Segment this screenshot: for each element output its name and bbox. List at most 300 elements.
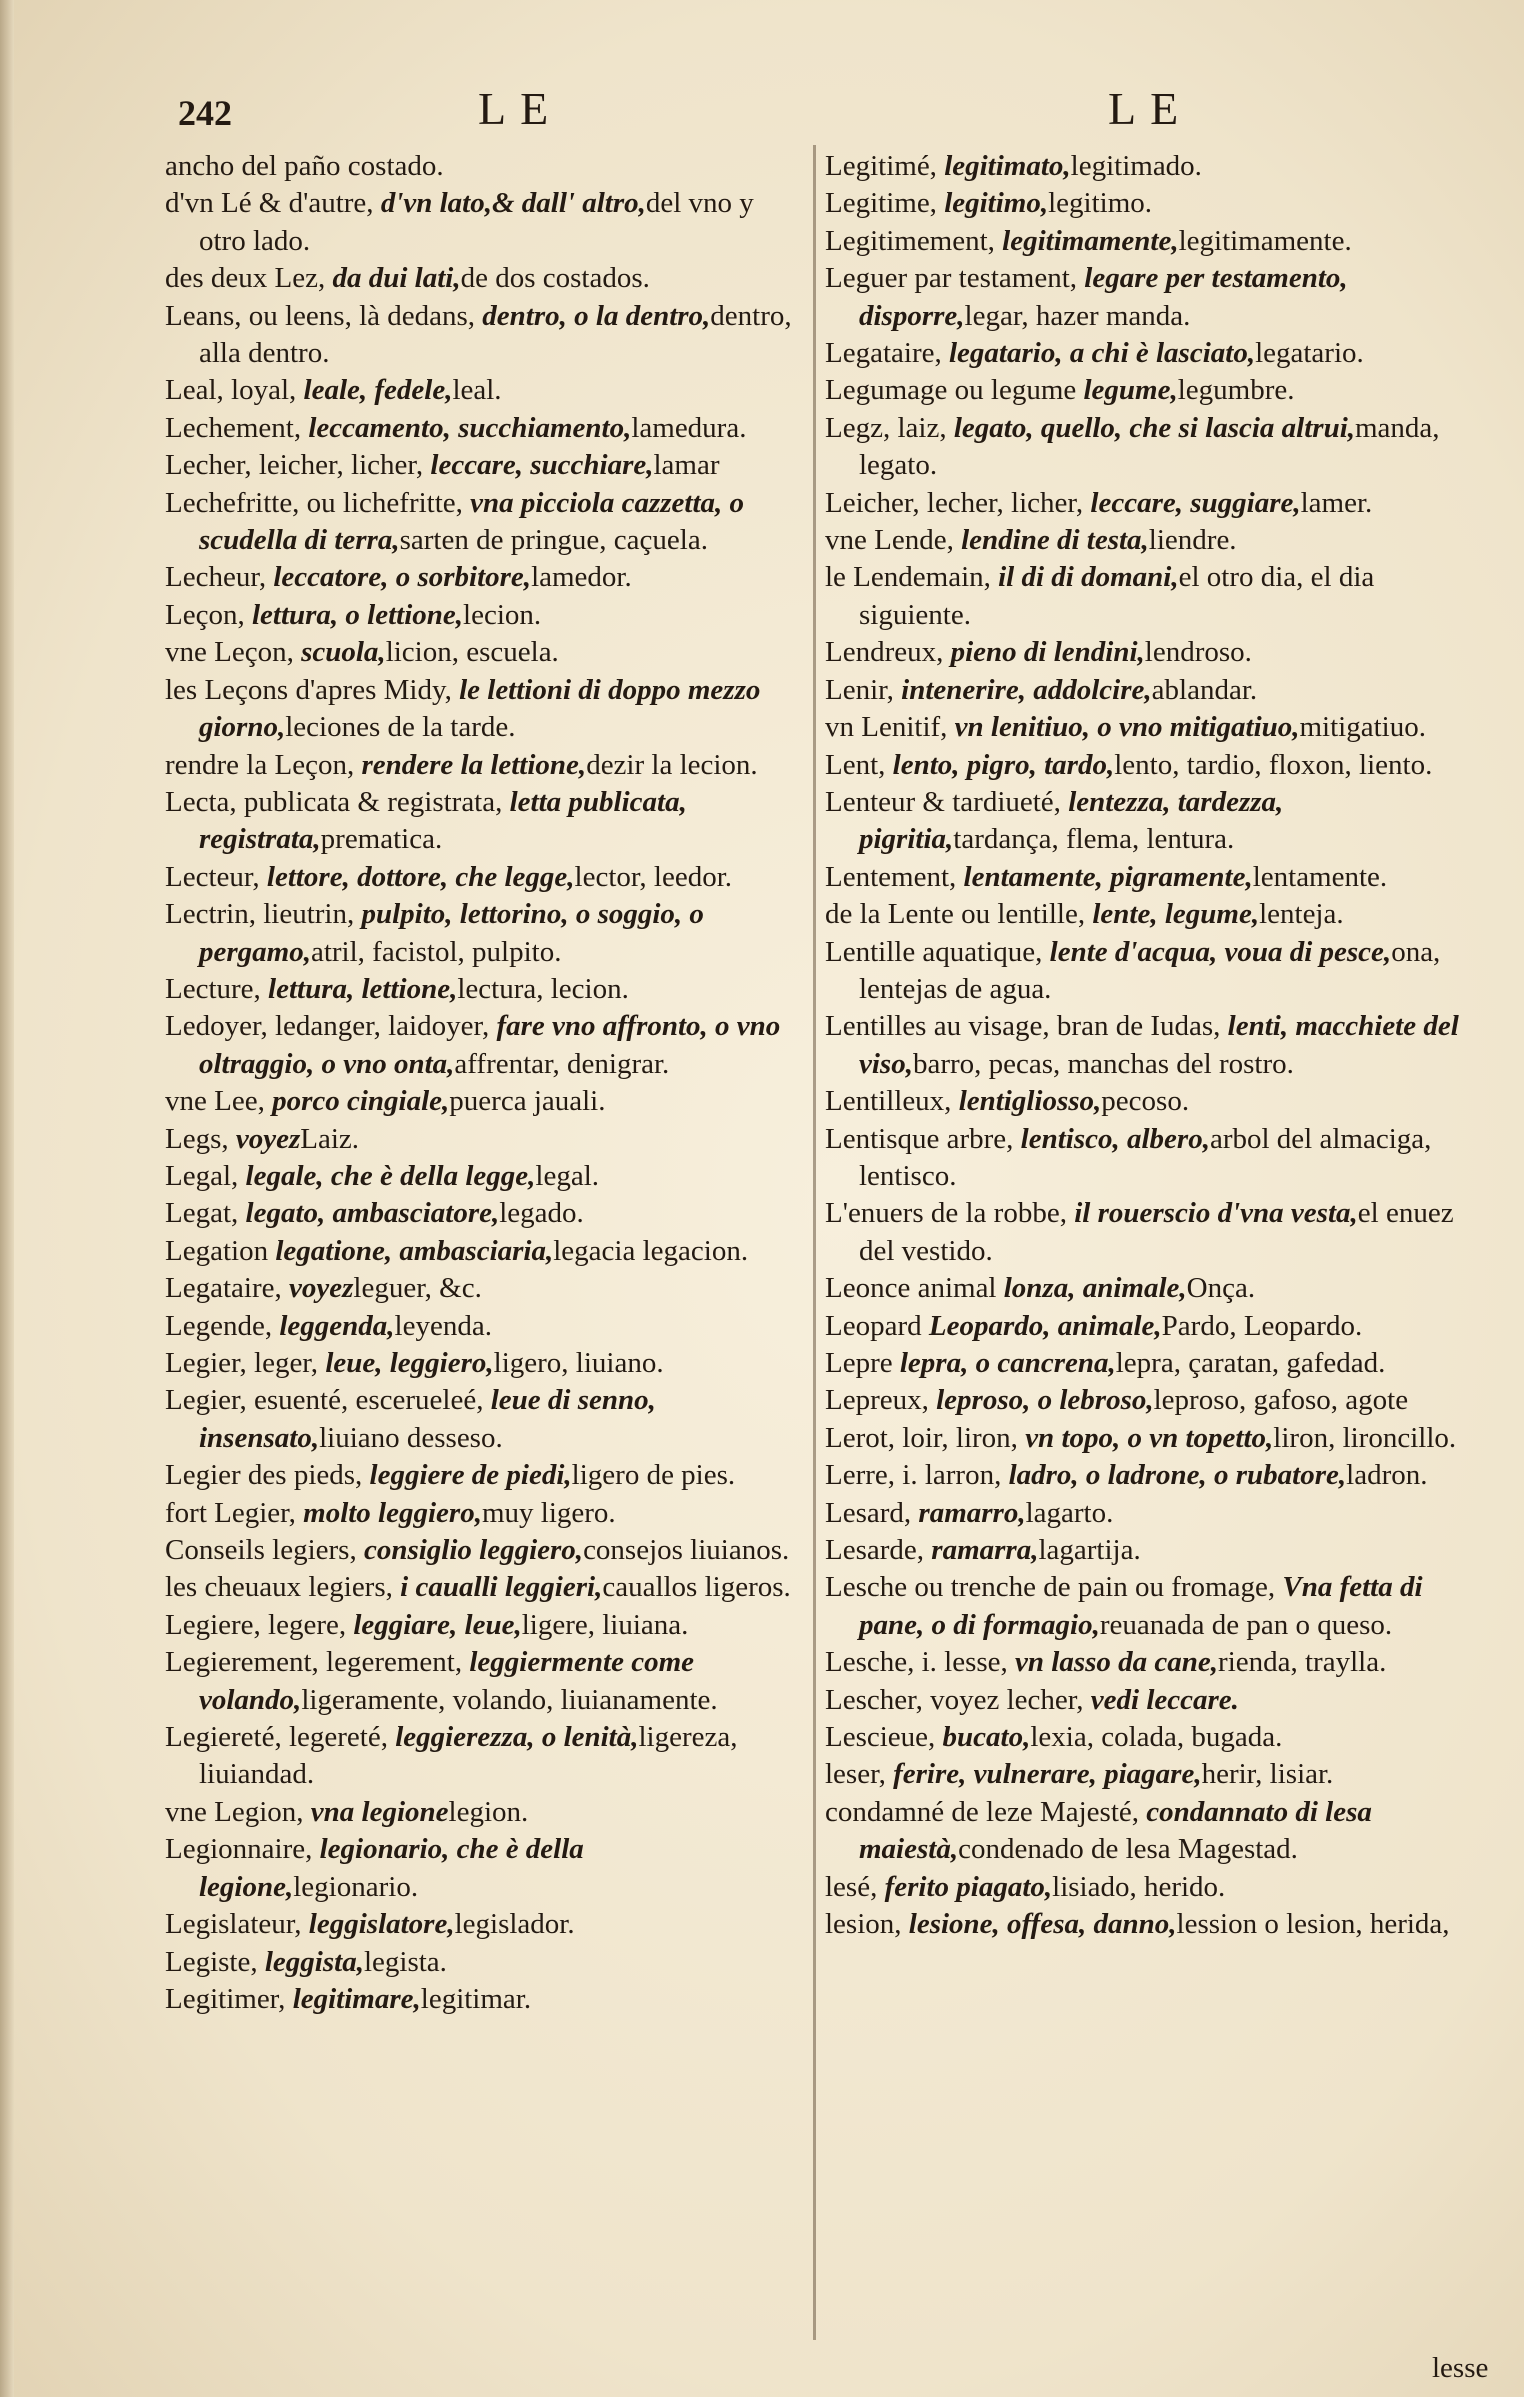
spanish-translation: del vno y otro lado. [199, 187, 754, 257]
dictionary-entry [825, 1869, 1475, 1906]
spanish-translation: leproso, gafoso, agote [1153, 1384, 1409, 1417]
spanish-translation: ablandar. [1151, 673, 1258, 706]
dictionary-entry [825, 1270, 1475, 1307]
spanish-translation: el enuez del vestido. [859, 1197, 1454, 1267]
spanish-translation: ligero de pies. [571, 1459, 736, 1492]
french-headword: Lechefritte, ou lichefritte, [165, 486, 471, 519]
spanish-translation: de dos costados. [460, 262, 650, 295]
spanish-translation: lession o lesion, herida, [1176, 1908, 1450, 1941]
dictionary-entry [825, 672, 1475, 709]
spanish-translation: reuanada de pan o queso. [1099, 1608, 1393, 1641]
dictionary-entry [165, 597, 797, 634]
spanish-translation: liendre. [1148, 524, 1237, 557]
dictionary-entry [165, 185, 797, 260]
italian-translation: leggenda, [279, 1309, 395, 1342]
french-headword: Lecteur, [165, 860, 267, 893]
dictionary-entry [825, 1195, 1475, 1270]
italian-translation: legume, [1083, 374, 1178, 407]
italian-translation: Vna fetta di pane, o di formagio, [859, 1571, 1423, 1641]
left-running-head: LE [478, 83, 563, 134]
french-headword: Lectrin, lieutrin, [165, 898, 362, 931]
italian-translation: legato, ambasciatore, [245, 1197, 500, 1230]
spanish-translation: lisiado, herido. [1052, 1870, 1226, 1903]
french-headword: fort Legier, [165, 1496, 304, 1529]
italian-translation: lettore, dottore, che legge, [266, 860, 575, 893]
french-headword: rendre la Leçon, [165, 748, 362, 781]
spanish-translation: consejos liuianos. [583, 1534, 790, 1567]
spanish-translation: manda, legato. [859, 411, 1440, 482]
dictionary-entry [165, 1906, 797, 1943]
french-headword: Lentille aquatique, [825, 935, 1050, 968]
spanish-translation: lexia, colada, bugada. [1030, 1721, 1283, 1754]
italian-translation: lettura, o lettione, [251, 598, 464, 631]
italian-translation: fare vno affronto, o vno oltraggio, o vno onta, [199, 1010, 781, 1080]
spanish-translation: barro, pecas, manchas del rostro. [912, 1047, 1294, 1080]
french-headword: Legiereté, legereté, [165, 1721, 396, 1754]
french-headword: Lecheur, [165, 561, 274, 594]
italian-translation: le lettioni di doppo mezzo giorno, [199, 673, 761, 744]
spanish-translation: atril, facistol, pulpito. [310, 935, 562, 968]
spanish-translation: ligere, liuiana. [521, 1608, 689, 1641]
dictionary-entry [825, 1308, 1475, 1345]
italian-translation: d'vn lato,& dall' altro, [380, 187, 646, 220]
spanish-translation: dezir la lecion. [586, 748, 758, 781]
dictionary-entry [165, 1345, 797, 1382]
spanish-translation: lamedura. [631, 411, 747, 444]
spanish-translation: lector, leedor. [574, 860, 733, 893]
italian-translation: dentro, o la dentro, [482, 299, 711, 332]
italian-translation: rendere la lettione, [361, 748, 587, 781]
italian-translation: il rouerscio d'vna vesta, [1074, 1197, 1358, 1230]
right-column [825, 148, 1475, 1944]
dictionary-entry [825, 1382, 1475, 1419]
spanish-translation: lamedor. [531, 561, 632, 594]
dictionary-entry [825, 260, 1475, 335]
italian-translation: lenti, macchiete del viso, [859, 1010, 1459, 1080]
french-headword: Leal, loyal, [165, 374, 304, 407]
french-headword: L'enuers de la robbe, [825, 1197, 1075, 1230]
italian-translation: lentigliosso, [958, 1085, 1102, 1118]
french-headword: Legende, [165, 1309, 280, 1342]
italian-translation: legitimare, [292, 1982, 421, 2015]
italian-translation: leggiermente come volando, [199, 1646, 695, 1716]
spanish-translation: ligeramente, volando, liuianamente. [301, 1683, 718, 1716]
french-headword: Conseils legiers, [165, 1534, 364, 1567]
italian-translation: ferire, vulnerare, piagare, [893, 1758, 1202, 1791]
italian-translation: legitimato, [944, 150, 1071, 182]
french-headword: Leonce animal [825, 1272, 1004, 1305]
spanish-translation: herir, lisiar. [1201, 1758, 1334, 1791]
dictionary-entry [825, 1906, 1475, 1943]
spanish-translation: tardança, flema, lentura. [953, 823, 1235, 856]
dictionary-entry [165, 747, 797, 784]
dictionary-entry [165, 1457, 797, 1494]
french-headword: Legiere, legere, [165, 1608, 354, 1641]
spanish-translation: ladron. [1346, 1459, 1428, 1492]
french-headword: Lesche ou trenche de pain ou fromage, [825, 1571, 1283, 1604]
italian-translation: lente, legume, [1092, 898, 1260, 931]
dictionary-entry [825, 934, 1475, 1009]
french-headword: Legier, leger, [165, 1347, 326, 1379]
french-headword: Lecture, [165, 972, 269, 1005]
spanish-translation: el otro dia, el dia siguiente. [859, 561, 1375, 631]
italian-translation: ferito piagato, [884, 1870, 1053, 1903]
dictionary-entry [165, 1644, 797, 1719]
dictionary-entry [165, 298, 797, 373]
spanish-translation: lagartija. [1038, 1534, 1141, 1567]
french-headword: Legitime, [825, 187, 945, 220]
italian-translation: leggislatore, [308, 1908, 455, 1941]
italian-translation: legitimamente, [1002, 224, 1179, 257]
italian-translation: voyez [288, 1272, 354, 1305]
dictionary-entry [825, 1719, 1475, 1756]
dictionary-entry [825, 1756, 1475, 1793]
french-headword: Leçon, [165, 598, 252, 631]
french-headword: Legiste, [165, 1945, 265, 1978]
french-headword: Legataire, [825, 337, 949, 370]
italian-translation: vn topo, o vn topetto, [1025, 1421, 1274, 1454]
spanish-translation: legionario. [293, 1870, 419, 1903]
italian-translation: Leopardo, animale, [928, 1309, 1162, 1342]
french-headword: Lesche, i. lesse, [825, 1646, 1016, 1679]
dictionary-entry [165, 1981, 797, 2018]
dictionary-entry [165, 634, 797, 671]
french-headword: condamné de leze Majesté, [825, 1795, 1147, 1828]
french-headword: Lentement, [825, 860, 964, 893]
italian-translation: legatione, ambasciaria, [275, 1234, 554, 1267]
italian-translation: pieno di lendini, [950, 636, 1145, 669]
dictionary-entry [825, 1682, 1475, 1719]
italian-translation: vna picciola cazzetta, o scudella di terra, [199, 486, 744, 557]
french-headword: Legumage ou legume [825, 374, 1084, 407]
spanish-translation: puerca jauali. [449, 1085, 606, 1118]
french-headword: Lenir, [825, 673, 902, 706]
french-headword: les cheuaux legiers, [165, 1571, 401, 1604]
dictionary-entry [825, 1457, 1475, 1494]
italian-translation: leggiare, leue, [353, 1608, 522, 1641]
spanish-translation: dentro, alla dentro. [199, 299, 792, 370]
dictionary-entry [825, 1495, 1475, 1532]
spanish-translation: lamer. [1300, 486, 1373, 519]
dictionary-entry [825, 372, 1475, 409]
dictionary-entry [165, 896, 797, 971]
italian-translation: lento, pigro, tardo, [892, 748, 1115, 781]
italian-translation: lepra, o cancrena, [899, 1347, 1116, 1379]
french-headword: Lescieue, [825, 1721, 943, 1754]
french-headword: de la Lente ou lentille, [825, 898, 1093, 931]
dictionary-entry [825, 709, 1475, 746]
italian-translation: legato, quello, che si lascia altrui, [953, 411, 1355, 444]
spanish-translation: leciones de la tarde. [285, 711, 516, 744]
dictionary-entry [825, 485, 1475, 522]
italian-translation: legare per testamento, disporre, [859, 262, 1348, 332]
italian-translation: legale, che è della legge, [245, 1159, 536, 1192]
french-headword: Leicher, lecher, licher, [825, 486, 1091, 519]
spanish-translation: legado. [499, 1197, 584, 1230]
italian-translation: leccare, suggiare, [1090, 486, 1301, 519]
french-headword: leser, [825, 1758, 894, 1791]
spanish-translation: muy ligero. [481, 1496, 616, 1529]
dictionary-entry [825, 634, 1475, 671]
dictionary-entry [165, 1382, 797, 1457]
spanish-translation: sarten de pringue, caçuela. [399, 524, 708, 557]
french-headword: le Lendemain, [825, 561, 999, 594]
french-headword: Lescher, voyez lecher, [825, 1683, 1091, 1716]
italian-translation: molto leggiero, [303, 1496, 482, 1529]
spanish-translation: leal. [452, 374, 502, 407]
dictionary-entry [825, 747, 1475, 784]
italian-translation: vedi leccare. [1090, 1683, 1239, 1716]
spanish-translation: liuiano desseso. [319, 1421, 503, 1454]
dictionary-entry [825, 1569, 1475, 1644]
dictionary-entry [165, 1569, 797, 1606]
french-headword: Lerot, loir, liron, [825, 1421, 1026, 1454]
dictionary-entry [825, 559, 1475, 634]
italian-translation: leale, fedele, [303, 374, 453, 407]
column-divider [813, 145, 816, 2340]
spanish-translation: mitigatiuo. [1299, 711, 1426, 744]
dictionary-entry [165, 1831, 797, 1906]
dictionary-entry [825, 1121, 1475, 1196]
spanish-translation: legitimar. [420, 1982, 532, 2015]
spanish-translation: legitimo. [1048, 187, 1153, 220]
french-headword: Legitimement, [825, 224, 1003, 257]
dictionary-entry [825, 784, 1475, 859]
italian-translation: pulpito, lettorino, o soggio, o pergamo, [199, 898, 704, 968]
french-headword: Lentisque arbre, [825, 1122, 1021, 1155]
dictionary-entry [165, 859, 797, 896]
french-headword: Lent, [825, 748, 893, 781]
french-headword: Lenteur & tardiueté, [825, 785, 1069, 818]
spanish-translation: licion, escuela. [385, 636, 559, 669]
french-headword: lesé, [825, 1870, 885, 1903]
dictionary-entry [825, 223, 1475, 260]
right-running-head: LE [1108, 83, 1193, 134]
italian-translation: porco cingiale, [272, 1085, 450, 1118]
spanish-translation: lectura, lecion. [457, 972, 629, 1005]
dictionary-entry [825, 1644, 1475, 1681]
french-headword: Legislateur, [165, 1908, 309, 1941]
spanish-translation: legitimamente. [1178, 224, 1352, 257]
dictionary-entry [165, 1121, 797, 1158]
french-headword: vne Lende, [825, 524, 962, 557]
dictionary-entry [165, 1195, 797, 1232]
french-headword: Legataire, [165, 1272, 289, 1305]
french-headword: Legier des pieds, [165, 1459, 370, 1492]
spanish-translation: lento, tardio, floxon, liento. [1114, 748, 1433, 781]
dictionary-entry [165, 372, 797, 409]
spanish-translation: lamar [653, 449, 720, 482]
french-headword: Legation [165, 1234, 276, 1267]
dictionary-entry [825, 1420, 1475, 1457]
italian-translation: leggierezza, o lenità, [395, 1721, 639, 1754]
french-headword: Legionnaire, [165, 1833, 320, 1866]
italian-translation: lente d'acqua, voua di pesce, [1049, 935, 1392, 968]
dictionary-entry [825, 1345, 1475, 1382]
french-headword: Legier, esuenté, escerueleé, [165, 1384, 491, 1417]
italian-translation: lentisco, albero, [1020, 1122, 1210, 1155]
french-headword: Legitimer, [165, 1982, 293, 2015]
dictionary-entry [165, 1270, 797, 1307]
dictionary-entry [165, 1233, 797, 1270]
page-header [0, 82, 1524, 142]
spanish-translation: lecion. [463, 598, 542, 631]
spanish-translation: legista. [363, 1945, 447, 1978]
italian-translation: condannato di lesa maiestà, [859, 1795, 1372, 1866]
spanish-translation: leyenda. [394, 1309, 492, 1342]
spanish-translation: pecoso. [1101, 1085, 1190, 1118]
french-headword: Lendreux, [825, 636, 951, 669]
spanish-translation: ona, lentejas de agua. [859, 935, 1441, 1005]
french-headword: Lepreux, [825, 1384, 937, 1417]
italian-translation: lesione, offesa, danno, [908, 1908, 1177, 1941]
french-headword: vne Legion, [165, 1795, 311, 1828]
french-headword: Lesard, [825, 1496, 919, 1529]
spanish-translation: Laiz. [300, 1122, 360, 1155]
italian-translation: legatario, a chi è lasciato, [948, 337, 1256, 370]
italian-translation: lonza, animale, [1003, 1272, 1187, 1305]
italian-translation: da dui lati, [332, 262, 461, 295]
italian-translation: ramarro, [918, 1496, 1026, 1529]
french-headword: Leguer par testament, [825, 262, 1085, 295]
italian-translation: leproso, o lebroso, [936, 1384, 1154, 1417]
french-headword: Lepre [825, 1347, 900, 1379]
french-headword: d'vn Lé & d'autre, [165, 187, 381, 220]
dictionary-entry [825, 185, 1475, 222]
italian-translation: leccatore, o sorbitore, [273, 561, 532, 594]
dictionary-entry [165, 148, 797, 185]
dictionary-entry [165, 447, 797, 484]
french-headword: Lentilleux, [825, 1085, 959, 1118]
dictionary-entry [825, 1008, 1475, 1083]
french-headword: Legierement, legerement, [165, 1646, 470, 1679]
dictionary-entry [165, 971, 797, 1008]
dictionary-entry [165, 1008, 797, 1083]
italian-translation: i caualli leggieri, [400, 1571, 603, 1604]
dictionary-entry [165, 784, 797, 859]
spanish-translation: cauallos ligeros. [602, 1571, 791, 1604]
italian-translation: intenerire, addolcire, [901, 673, 1152, 706]
spanish-translation: legumbre. [1177, 374, 1295, 407]
spanish-translation: lendroso. [1144, 636, 1252, 669]
spanish-translation: lenteja. [1259, 898, 1344, 931]
italian-translation: leccare, succhiare, [430, 449, 654, 482]
dictionary-entry [165, 1308, 797, 1345]
spanish-translation: legacia legacion. [553, 1234, 749, 1267]
spanish-translation: affrentar, denigrar. [454, 1047, 670, 1080]
spanish-translation: ligero, liuiano. [493, 1347, 664, 1379]
italian-translation: voyez [235, 1122, 301, 1155]
italian-translation: leue di senno, insensato, [199, 1384, 656, 1454]
dictionary-entry [165, 1495, 797, 1532]
italian-translation: leggista, [264, 1945, 364, 1978]
italian-translation: bucato, [942, 1721, 1031, 1754]
french-headword: Lecher, leicher, licher, [165, 449, 431, 482]
dictionary-entry [825, 1794, 1475, 1869]
french-headword: Lesarde, [825, 1534, 932, 1567]
french-headword: Legz, laiz, [825, 411, 954, 444]
dictionary-entry [165, 1719, 797, 1794]
spanish-translation: Pardo, Leopardo. [1161, 1309, 1363, 1342]
dictionary-entry [825, 1083, 1475, 1120]
italian-translation: vn lasso da cane, [1015, 1646, 1219, 1679]
dictionary-entry [825, 335, 1475, 372]
italian-translation: ladro, o ladrone, o rubatore, [1008, 1459, 1347, 1492]
french-headword: Ledoyer, ledanger, laidoyer, [165, 1010, 497, 1043]
spanish-translation: legatario. [1255, 337, 1364, 370]
french-headword: Leopard [825, 1309, 929, 1342]
left-column [165, 148, 797, 2018]
spanish-translation: lagarto. [1025, 1496, 1114, 1529]
italian-translation: scuola, [301, 636, 386, 669]
dictionary-entry [825, 522, 1475, 559]
italian-translation: ramarra, [931, 1534, 1039, 1567]
dictionary-entry [825, 859, 1475, 896]
french-headword: Lechement, [165, 411, 309, 444]
spanish-translation: leguer, &c. [353, 1272, 482, 1305]
french-headword: Legs, [165, 1122, 236, 1155]
italian-translation: leggiere de piedi, [369, 1459, 572, 1492]
dictionary-entry [165, 1944, 797, 1981]
italian-translation: lentezza, tardezza, pigritia, [859, 785, 1284, 856]
french-headword: les Leçons d'apres Midy, [165, 673, 460, 706]
french-headword: Legat, [165, 1197, 246, 1230]
italian-translation: lentamente, pigramente, [963, 860, 1253, 893]
spanish-translation: rienda, traylla. [1218, 1646, 1387, 1679]
french-headword: Legitimé, [825, 150, 945, 182]
spanish-translation: arbol del almaciga, lentisco. [859, 1122, 1432, 1192]
spanish-translation: Onça. [1186, 1272, 1256, 1305]
spanish-translation: prematica. [320, 823, 443, 856]
spanish-translation: legar, hazer manda. [964, 299, 1191, 332]
spanish-translation: liron, lironcillo. [1273, 1421, 1457, 1454]
italian-translation: lettura, lettione, [268, 972, 458, 1005]
italian-translation: leue, leggiero, [325, 1347, 494, 1379]
dictionary-entry [825, 148, 1475, 185]
italian-translation: vna legione [310, 1795, 449, 1828]
italian-translation: leccamento, succhiamento, [308, 411, 632, 444]
french-headword: vn Lenitif, [825, 711, 955, 744]
french-headword: Lentilles au visage, bran de Iudas, [825, 1010, 1228, 1043]
dictionary-entry [165, 672, 797, 747]
french-headword: Lerre, i. larron, [825, 1459, 1009, 1492]
spanish-translation: legion. [448, 1795, 529, 1828]
dictionary-entry [165, 1607, 797, 1644]
italian-translation: il di di domani, [998, 561, 1179, 594]
french-headword: Leans, ou leens, là dedans, [165, 299, 483, 332]
dictionary-entry [165, 260, 797, 297]
french-headword: ancho del paño costado. [165, 150, 444, 182]
french-headword: vne Lee, [165, 1085, 273, 1118]
italian-translation: consiglio leggiero, [363, 1534, 584, 1567]
dictionary-entry [165, 410, 797, 447]
catchword: lesse [1432, 2352, 1489, 2384]
italian-translation: legitimo, [944, 187, 1049, 220]
italian-translation: letta publicata, registrata, [199, 785, 687, 856]
dictionary-entry [165, 1532, 797, 1569]
spanish-translation: lentamente. [1252, 860, 1388, 893]
french-headword: vne Leçon, [165, 636, 302, 669]
french-headword: lesion, [825, 1908, 909, 1941]
spanish-translation: legal. [535, 1159, 600, 1192]
spanish-translation: legitimado. [1070, 150, 1202, 182]
italian-translation: vn lenitiuo, o vno mitigatiuo, [954, 711, 1300, 744]
dictionary-entry [825, 896, 1475, 933]
spanish-translation: ligereza, liuiandad. [199, 1721, 738, 1791]
dictionary-entry [165, 1158, 797, 1195]
spanish-translation: condenado de lesa Magestad. [958, 1833, 1298, 1866]
dictionary-entry [165, 485, 797, 560]
